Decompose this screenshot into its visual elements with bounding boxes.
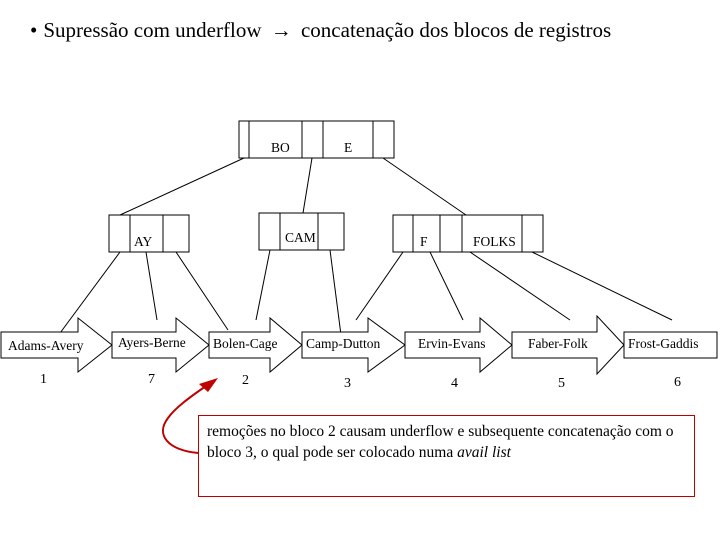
block-number-6: 6 bbox=[674, 375, 681, 390]
root-node bbox=[239, 121, 394, 158]
block-number-7: 7 bbox=[148, 372, 155, 387]
block-label-1: Adams-Avery bbox=[8, 338, 84, 353]
block-label-4: Ervin-Evans bbox=[418, 336, 486, 351]
block-label-2: Bolen-Cage bbox=[213, 336, 278, 351]
bullet-icon: • bbox=[30, 18, 38, 42]
root-key-e: E bbox=[344, 140, 353, 155]
block-label-7: Ayers-Berne bbox=[118, 335, 186, 350]
block-label-5: Faber-Folk bbox=[528, 336, 588, 351]
right-key-folks: FOLKS bbox=[473, 234, 516, 249]
note-italic-term: avail list bbox=[457, 444, 511, 461]
block-number-5: 5 bbox=[558, 376, 565, 391]
middle-key-cam: CAM bbox=[285, 230, 316, 245]
root-key-bo: BO bbox=[271, 140, 290, 155]
title-text-after: concatenação dos blocos de registros bbox=[300, 18, 612, 42]
note-text: remoções no bloco 2 causam underflow e subsequente concatenação com o bloco 3, o qual pode ser colocado numa bbox=[207, 423, 674, 461]
block-number-4: 4 bbox=[451, 376, 458, 391]
arrow-right-icon: → bbox=[270, 18, 292, 42]
block-number-2: 2 bbox=[242, 373, 249, 388]
block-number-1: 1 bbox=[40, 372, 47, 387]
tree-pointers bbox=[46, 158, 672, 352]
right-node bbox=[393, 215, 543, 252]
block-label-6: Frost-Gaddis bbox=[628, 336, 699, 351]
annotation-note bbox=[198, 415, 695, 497]
block-label-3: Camp-Dutton bbox=[306, 336, 381, 351]
right-key-f: F bbox=[420, 234, 428, 249]
block-number-3: 3 bbox=[344, 376, 351, 391]
title-text-before: Supressão com underflow bbox=[43, 18, 262, 42]
left-key-ay: AY bbox=[134, 234, 153, 249]
